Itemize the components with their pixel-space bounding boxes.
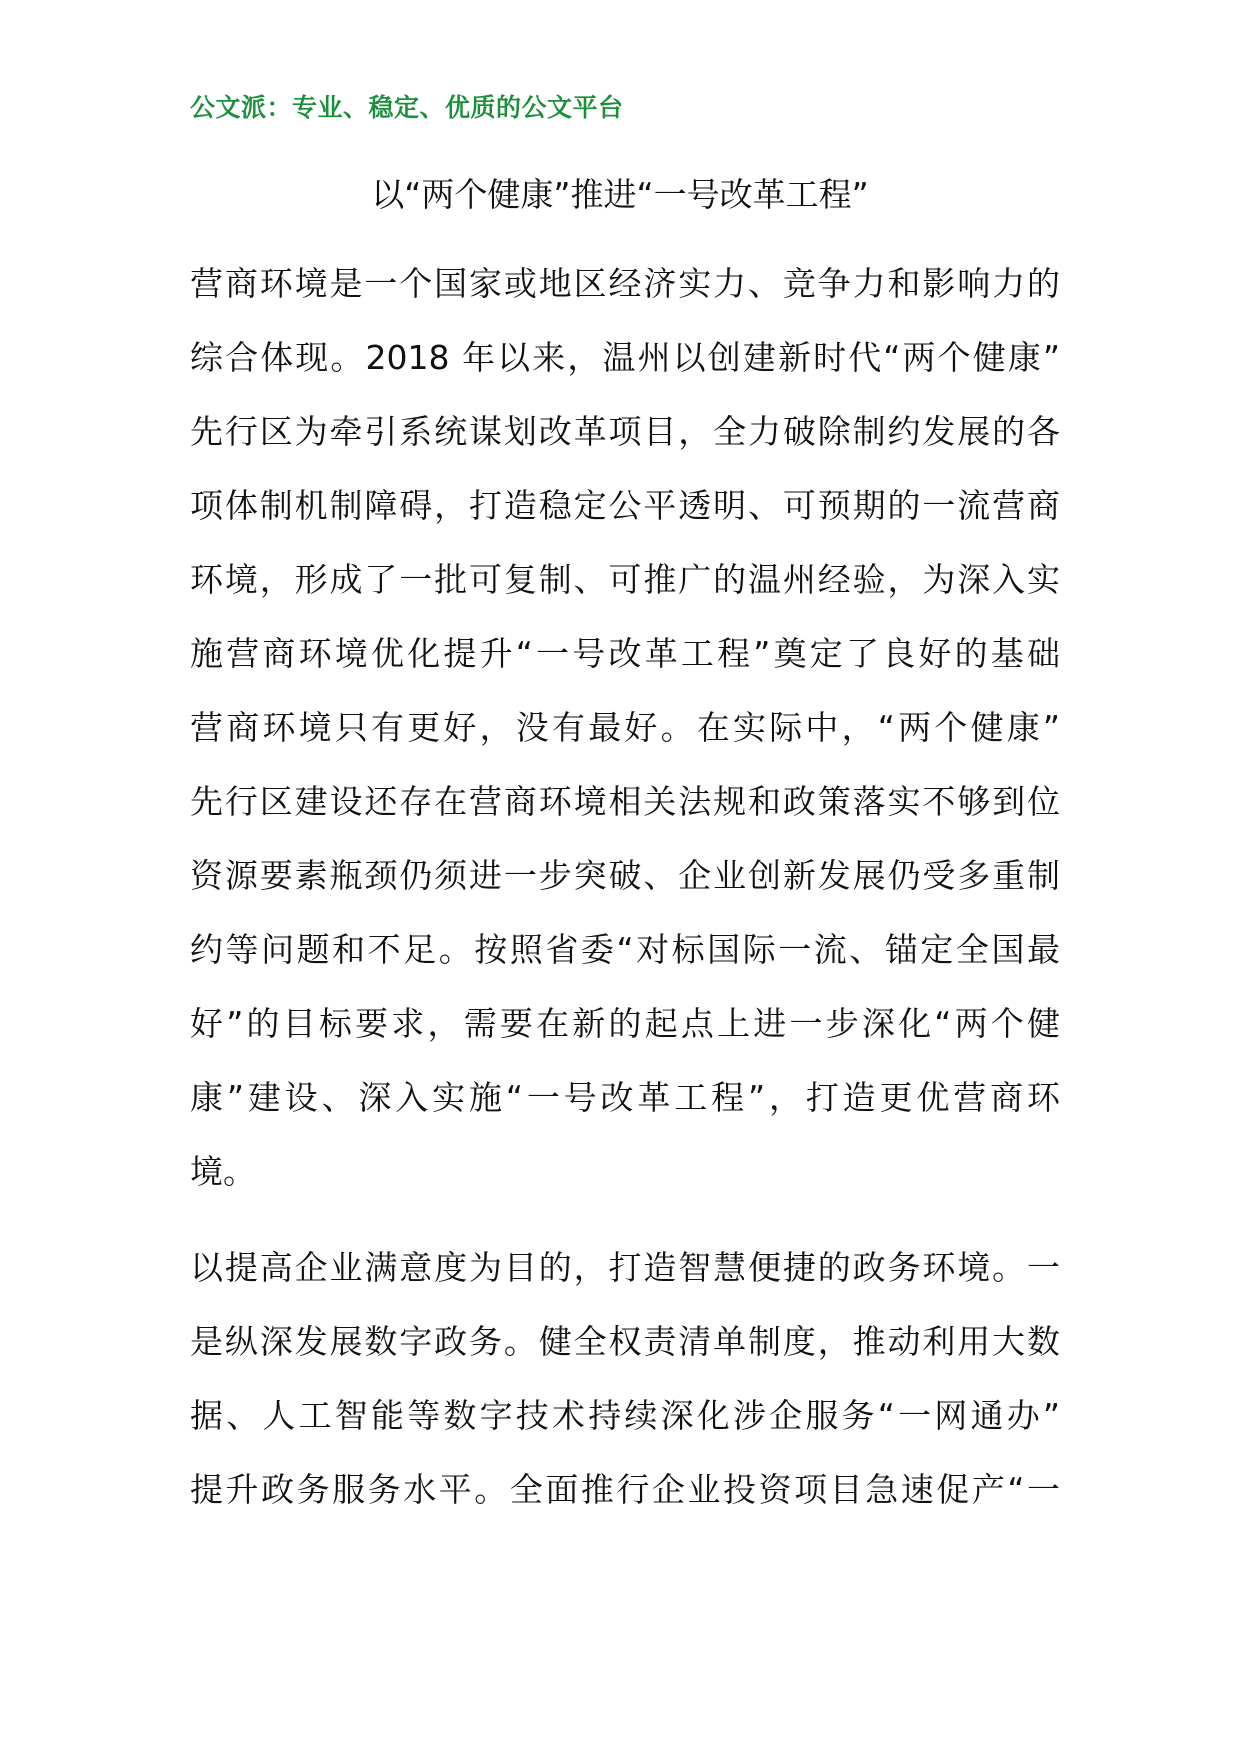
paragraph-line: 据、人工智能等数字技术持续深化涉企服务“一网通办”	[190, 1396, 1060, 1435]
paragraph-line: 康”建设、深入实施“一号改革工程”，打造更优营商环	[190, 1078, 1060, 1117]
paragraph-line: 项体制机制障碍，打造稳定公平透明、可预期的一流营商	[190, 486, 1060, 525]
paragraph-line: 先行区为牵引系统谋划改革项目，全力破除制约发展的各	[190, 412, 1060, 451]
paragraph-line: 施营商环境优化提升“一号改革工程”奠定了良好的基础	[190, 634, 1060, 673]
document-title	[0, 173, 1240, 217]
paragraph-line: 环境，形成了一批可复制、可推广的温州经验，为深入实	[190, 560, 1060, 599]
site-header: 公文派：专业、稳定、优质的公文平台	[190, 93, 624, 122]
paragraph-line: 以提高企业满意度为目的，打造智慧便捷的政务环境。一	[190, 1248, 1060, 1287]
paragraph-line: 综合体现。2018 年以来，温州以创建新时代“两个健康”	[190, 338, 1060, 377]
document-title-text: 以“两个健康”推进“一号改革工程”	[371, 175, 869, 214]
paragraph-line: 资源要素瓶颈仍须进一步突破、企业创新发展仍受多重制	[190, 856, 1060, 895]
paragraph-line: 约等问题和不足。按照省委“对标国际一流、锚定全国最	[190, 930, 1060, 969]
paragraph-line: 好”的目标要求，需要在新的起点上进一步深化“两个健	[190, 1004, 1060, 1043]
paragraph-line: 先行区建设还存在营商环境相关法规和政策落实不够到位	[190, 782, 1060, 821]
paragraph-line: 营商环境只有更好，没有最好。在实际中，“两个健康”	[190, 708, 1060, 747]
paragraph-line: 境。	[190, 1152, 256, 1191]
paragraph-line: 是纵深发展数字政务。健全权责清单制度，推动利用大数	[190, 1322, 1060, 1361]
paragraph-line: 营商环境是一个国家或地区经济实力、竞争力和影响力的	[190, 264, 1060, 303]
paragraph-line: 提升政务服务水平。全面推行企业投资项目急速促产“一	[190, 1470, 1060, 1509]
